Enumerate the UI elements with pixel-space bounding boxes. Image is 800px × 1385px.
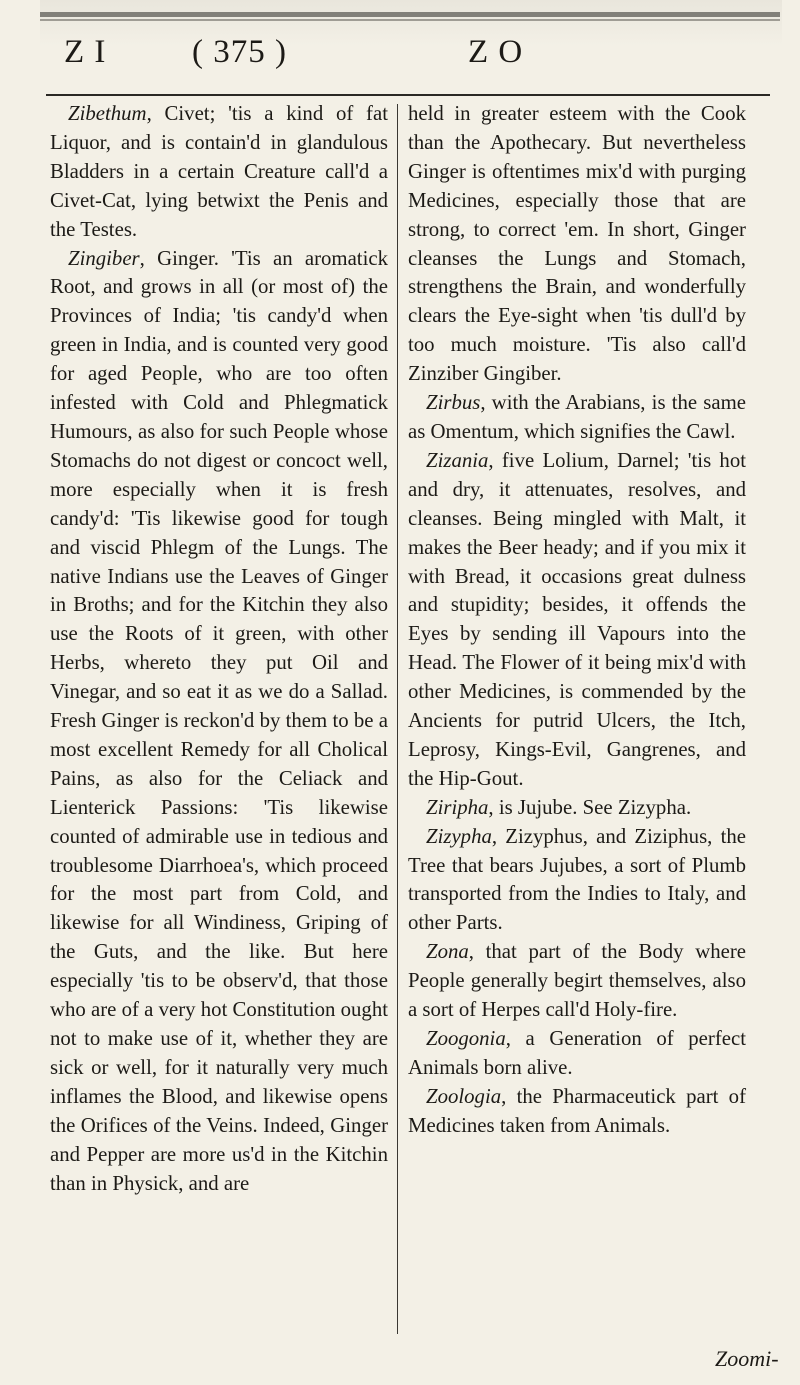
- dictionary-entry: [408, 389, 746, 447]
- top-border-line-thin: [40, 19, 780, 21]
- right-column: [408, 100, 746, 1141]
- entry-headword: Ziripha: [426, 795, 489, 819]
- entry-headword: Zizypha: [426, 824, 492, 848]
- left-column: [50, 100, 388, 1198]
- top-border-line: [40, 12, 780, 17]
- entry-text: , five Lolium, Darnel; 'tis hot and dry, it attenuates, resolves, and cleanses. Being mingled with Malt, it makes the Beer heady; and if you mix it with Bread, it occasions great dulness and stupidity; besides, it offends the Eyes by sending ill Vapours into the Head. The Flower of it being mix'd with other Medicines, is commended by the Ancients for putrid Ulcers, the Itch, Leprosy, Kings-Evil, Gangrenes, and the Hip-Gout.: [408, 448, 746, 790]
- entry-text: , Zizyphus, and Ziziphus, the Tree that bears Jujubes, a sort of Plumb transported from the Indies to Italy, and other Parts.: [408, 824, 746, 935]
- dictionary-entry: [408, 1025, 746, 1083]
- entry-headword: Zirbus: [426, 391, 481, 415]
- dictionary-entry: [408, 938, 746, 1025]
- dictionary-entry: [408, 447, 746, 794]
- entry-text: , Civet; 'tis a kind of fat Liquor, and is contain'd in glandulous Bladders in a certain Creature call'd a Civet-Cat, lying betwixt the Penis and the Testes.: [50, 102, 388, 241]
- entry-text: , Ginger. 'Tis an aromatick Root, and grows in all (or most of) the Provinces of India; 'tis candy'd when green in India, and is counted very good for aged People, who are too often infested with Cold and Phlegmatick Humours, as also for such People whose Stomachs do not digest or concoct well, more especially when it is fresh candy'd: 'Tis likewise good for tough and viscid Phlegm of the Lungs. The native Indians use the Leaves of Ginger in Broths; and for the Kitchin they also use the Roots of it green, with other Herbs, whereto they put Oil and Vinegar, and so eat it as we do a Sallad. Fresh Ginger is reckon'd by them to be a most excellent Remedy for all Cholical Pains, as also for the Celiack and Lienterick Passions: 'Tis likewise counted of admirable use in tedious and troublesome Diarrhoea's, which proceed for the most part from Cold, and likewise for all Windiness, Griping of the Guts, and the like. But here especially 'tis to be observ'd, that those who are of a very hot Constitution ought not to make use of it, whether they are sick or well, for it naturally very much inflames the Blood, and likewise opens the Orifices of the Veins. Indeed, Ginger and Pepper are more us'd in the Kitchin than in Physick, and are: [50, 246, 388, 1195]
- entry-text: , with the Arabians, is the same as Omentum, which signifies the Cawl.: [408, 391, 746, 443]
- entry-headword: Zoologia: [426, 1084, 502, 1108]
- dictionary-entry: [50, 245, 388, 1199]
- running-head: [50, 34, 775, 92]
- entry-text: , the Pharmaceutick part of Medicines taken from Animals.: [408, 1084, 746, 1137]
- dictionary-entry: [408, 1083, 746, 1141]
- entry-headword: Zona: [426, 940, 469, 964]
- running-head-right: Z O: [468, 34, 524, 70]
- column-divider: [397, 104, 398, 1334]
- entry-text: , is Jujube. See Zizypha.: [488, 795, 692, 819]
- header-rule: [46, 94, 770, 96]
- dictionary-entry-continued: [408, 100, 746, 389]
- entry-text: , that part of the Body where People generally begirt themselves, also a sort of Herpes call'd Holy-fire.: [408, 940, 746, 1022]
- running-head-left: Z I: [64, 34, 107, 70]
- dictionary-entry: [408, 794, 746, 823]
- dictionary-entry: [50, 100, 388, 245]
- entry-headword: Zizania: [426, 448, 489, 472]
- entry-text: held in greater esteem with the Cook than the Apothecary. But nevertheless Ginger is oftentimes mix'd with purging Medicines, especially those that are strong, to correct 'em. In short, Ginger cleanses the Lungs and Stomach, strengthens the Brain, and wonderfully clears the Eye-sight when 'tis dull'd by too much moisture. 'Tis also call'd Zinziber Gingiber.: [408, 102, 746, 386]
- entry-text: , a Generation of perfect Animals born alive.: [408, 1027, 746, 1079]
- dictionary-entry: [408, 823, 746, 939]
- entry-headword: Zingiber: [68, 246, 140, 270]
- entry-headword: Zibethum: [68, 102, 147, 125]
- entry-headword: Zoogonia: [426, 1027, 506, 1050]
- page-number: ( 375 ): [192, 34, 287, 70]
- catchword: Zoomi-: [715, 1346, 779, 1371]
